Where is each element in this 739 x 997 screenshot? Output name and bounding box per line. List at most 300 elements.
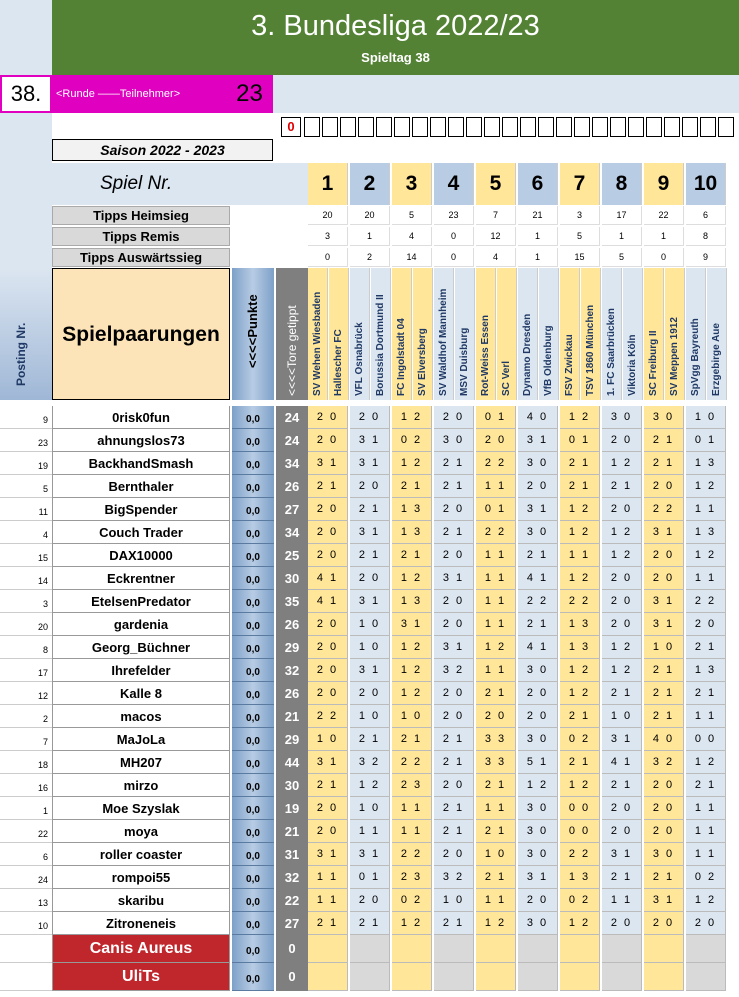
participant-goals: 31 [276,843,308,866]
tip-cell: 2 2 [476,452,516,475]
tip-cell: 0 2 [392,889,432,912]
tip-cell: 2 1 [644,659,684,682]
tip-cell: 1 2 [392,636,432,659]
game-number: 5 [476,163,516,205]
participant-name: Moe Szyslak [52,797,230,820]
team-name: SC Freiburg II [648,330,659,396]
participant-name: BackhandSmash [52,452,230,475]
tip-cell: 3 1 [350,659,390,682]
participant-points: 0,0 [232,498,274,521]
banner [52,0,739,75]
participant-name: Kalle 8 [52,682,230,705]
tips-heimsieg-cell: 21 [518,206,558,225]
tip-cell: 3 1 [350,452,390,475]
tip-cell: 1 2 [560,659,600,682]
posting-header [0,268,52,400]
tip-cell: 2 0 [308,521,348,544]
participant-name: EtelsenPredator [52,590,230,613]
tip-cell: 2 1 [560,475,600,498]
participant-goals: 22 [276,889,308,912]
participant-goals: 21 [276,705,308,728]
tips-auswaerts-cell: 15 [560,248,600,267]
entry-box [502,117,518,137]
participant-goals: 32 [276,659,308,682]
tip-cell: 2 1 [644,866,684,889]
team-name: FC Ingolstadt 04 [396,318,407,396]
tip-cell: 1 1 [476,797,516,820]
table-row [0,682,739,705]
entry-box [628,117,644,137]
special-goals: 0 [276,963,308,991]
tip-cell: 2 0 [350,406,390,429]
table-row [0,659,739,682]
tip-cell: 1 2 [686,475,726,498]
tip-cell: 3 1 [644,613,684,636]
posting-number: 16 [0,774,52,797]
team-name: TSV 1860 München [585,304,596,396]
tip-cell: 1 0 [350,705,390,728]
table-row [0,797,739,820]
runde-label: <Runde ——Teilnehmer> [56,88,181,100]
tip-cell [602,935,642,963]
participant-points: 0,0 [232,682,274,705]
tip-cell: 2 1 [434,475,474,498]
entry-box [322,117,338,137]
tip-cell: 1 2 [392,452,432,475]
tip-cell: 2 1 [686,636,726,659]
game-number: 6 [518,163,558,205]
tip-cell: 2 0 [602,797,642,820]
tip-cell: 3 1 [644,521,684,544]
tips-auswaerts-cell: 0 [644,248,684,267]
tip-cell: 2 2 [560,590,600,613]
table-row [0,820,739,843]
tips-auswaerts-cell: 9 [686,248,726,267]
table-row [0,843,739,866]
tip-cell: 1 1 [476,567,516,590]
tip-cell: 0 2 [560,889,600,912]
tip-cell: 4 1 [518,636,558,659]
tip-cell: 1 0 [602,705,642,728]
table-row [0,613,739,636]
tip-cell: 1 2 [602,521,642,544]
tip-cell: 2 0 [308,682,348,705]
tip-cell: 3 0 [518,843,558,866]
table-row [0,429,739,452]
tip-cell: 3 1 [644,590,684,613]
tips-heimsieg-cell: 3 [560,206,600,225]
tips-heimsieg-cell: 23 [434,206,474,225]
tip-cell: 2 0 [308,659,348,682]
tip-cell: 2 2 [560,843,600,866]
participant-points: 0,0 [232,613,274,636]
season-left-fill [0,113,52,276]
tip-cell: 2 1 [518,613,558,636]
season-title: Saison 2022 - 2023 [52,139,273,161]
tip-cell: 2 1 [392,728,432,751]
participant-name: gardenia [52,613,230,636]
team-name: SV Meppen 1912 [669,317,680,396]
posting-number: 1 [0,797,52,820]
tip-cell: 2 3 [392,866,432,889]
game-number: 7 [560,163,600,205]
tip-cell: 3 2 [350,751,390,774]
special-row [0,935,739,963]
tips-remis-cell: 5 [560,227,600,246]
spielpaarungen-header: Spielpaarungen [52,268,230,400]
tip-cell: 1 1 [560,544,600,567]
tip-cell: 2 0 [518,682,558,705]
tip-cell: 3 1 [434,636,474,659]
tip-cell: 2 2 [686,590,726,613]
tip-cell: 1 2 [392,659,432,682]
team-header [308,268,328,400]
team-header [686,268,706,400]
participant-goals: 30 [276,774,308,797]
tip-cell: 1 3 [560,866,600,889]
tip-cell: 2 1 [350,544,390,567]
tip-cell: 1 3 [560,613,600,636]
spiel-label: Spiel Nr. [52,163,308,205]
tip-cell: 0 1 [560,429,600,452]
tips-heimsieg-cell: 6 [686,206,726,225]
team-header [392,268,412,400]
participant-points: 0,0 [232,636,274,659]
tip-cell: 3 0 [518,728,558,751]
tore-header-label: <<<<Tore getippt [285,305,299,396]
tip-cell: 1 2 [560,912,600,935]
tip-cell: 1 2 [392,567,432,590]
entry-box [718,117,734,137]
tip-cell: 1 1 [308,889,348,912]
tip-cell: 0 2 [686,866,726,889]
participant-points: 0,0 [232,567,274,590]
tip-cell: 1 2 [476,636,516,659]
runde-number: 38. [0,75,52,113]
entry-box [376,117,392,137]
team-header [518,268,538,400]
team-header [497,268,517,400]
tip-cell: 2 1 [392,475,432,498]
tore-header [276,268,308,400]
tip-cell: 2 0 [308,797,348,820]
tip-cell: 2 0 [602,820,642,843]
tip-cell: 0 2 [560,728,600,751]
tip-cell: 1 1 [686,705,726,728]
tip-cell: 1 2 [560,521,600,544]
team-header [329,268,349,400]
tip-cell: 4 1 [308,567,348,590]
tips-remis-cell: 0 [434,227,474,246]
participant-goals: 27 [276,498,308,521]
tip-cell: 1 2 [560,682,600,705]
tip-cell: 3 0 [644,406,684,429]
tip-cell: 2 1 [476,682,516,705]
participant-goals: 21 [276,820,308,843]
participant-points: 0,0 [232,590,274,613]
tip-cell: 1 2 [476,912,516,935]
tip-cell: 1 0 [434,889,474,912]
tip-cell: 1 3 [392,498,432,521]
tip-cell: 2 0 [434,613,474,636]
team-header [602,268,622,400]
tip-cell: 2 0 [434,705,474,728]
tips-remis-cell: 12 [476,227,516,246]
tip-cell: 1 2 [392,406,432,429]
tip-cell: 3 1 [308,751,348,774]
participant-points: 0,0 [232,843,274,866]
tip-cell: 2 1 [308,774,348,797]
tip-cell: 3 1 [392,613,432,636]
participant-points: 0,0 [232,429,274,452]
tip-cell: 2 1 [560,452,600,475]
participant-name: Eckrentner [52,567,230,590]
tip-cell: 3 0 [518,820,558,843]
participant-name: moya [52,820,230,843]
tip-cell: 2 0 [644,912,684,935]
participant-name: MaJoLa [52,728,230,751]
posting-number: 10 [0,912,52,935]
tip-cell: 2 0 [308,544,348,567]
participant-name: rompoi55 [52,866,230,889]
tip-cell: 1 3 [686,521,726,544]
tip-cell: 3 0 [644,843,684,866]
posting-number: 15 [0,544,52,567]
game-number: 2 [350,163,390,205]
tip-cell: 3 3 [476,751,516,774]
table-row [0,728,739,751]
tips-remis-cell: 1 [518,227,558,246]
tip-cell: 3 1 [350,843,390,866]
tip-cell: 2 0 [644,797,684,820]
tip-cell: 2 1 [476,866,516,889]
tip-cell: 3 2 [434,659,474,682]
tip-cell: 0 0 [560,797,600,820]
tip-cell [350,935,390,963]
participant-points: 0,0 [232,521,274,544]
team-header [434,268,454,400]
table-row [0,544,739,567]
game-number: 4 [434,163,474,205]
team-header [413,268,433,400]
tip-cell: 1 1 [686,843,726,866]
tip-cell: 2 1 [602,866,642,889]
tip-cell: 2 3 [392,774,432,797]
participants-table [0,406,739,993]
tip-cell: 1 0 [350,613,390,636]
tip-cell: 3 1 [518,429,558,452]
tip-cell: 2 0 [434,544,474,567]
tip-cell: 3 1 [602,728,642,751]
tip-cell: 1 2 [686,544,726,567]
tip-cell: 2 1 [644,429,684,452]
participant-name: Georg_Büchner [52,636,230,659]
participant-points: 0,0 [232,866,274,889]
tip-cell: 3 1 [644,889,684,912]
team-name: VfB Oldenburg [543,325,554,396]
tips-auswaerts-cell: 14 [392,248,432,267]
tips-auswaerts-cell: 1 [518,248,558,267]
tip-cell: 1 0 [350,636,390,659]
game-number: 8 [602,163,642,205]
tip-cell: 1 3 [686,452,726,475]
participant-name: mirzo [52,774,230,797]
tip-cell: 2 0 [434,590,474,613]
team-header [455,268,475,400]
tip-cell: 1 3 [686,659,726,682]
table-row [0,498,739,521]
tip-cell: 2 0 [602,567,642,590]
tip-cell: 2 1 [560,751,600,774]
participant-goals: 30 [276,567,308,590]
tip-cell: 2 0 [518,475,558,498]
team-header [350,268,370,400]
tip-cell: 1 1 [476,613,516,636]
tip-cell: 2 0 [308,613,348,636]
tip-cell: 2 1 [476,774,516,797]
tip-cell: 1 3 [392,521,432,544]
table-row [0,774,739,797]
tip-cell: 2 1 [434,728,474,751]
tip-cell: 1 0 [476,843,516,866]
tip-cell: 3 1 [350,429,390,452]
participant-name: roller coaster [52,843,230,866]
tip-cell: 1 1 [476,590,516,613]
participant-name: DAX10000 [52,544,230,567]
team-name: Viktoria Köln [627,334,638,396]
special-name: UliTs [52,963,230,991]
team-header [665,268,685,400]
tip-cell: 4 0 [644,728,684,751]
entry-box [556,117,572,137]
team-name: FSV Zwickau [564,334,575,396]
tip-cell: 2 1 [434,820,474,843]
participant-name: macos [52,705,230,728]
tip-cell: 2 0 [518,889,558,912]
table-row [0,889,739,912]
tip-cell: 1 1 [308,866,348,889]
tip-cell [476,935,516,963]
tip-cell: 2 1 [434,797,474,820]
team-name: SpVgg Bayreuth [690,318,701,396]
tips-auswaerts-cell: 0 [308,248,348,267]
tip-cell: 3 0 [518,797,558,820]
participant-goals: 26 [276,682,308,705]
table-row [0,567,739,590]
tip-cell: 2 0 [434,774,474,797]
tip-cell: 1 2 [602,452,642,475]
tip-cell: 3 2 [644,751,684,774]
table-row [0,912,739,935]
team-header [560,268,580,400]
tips-heimsieg-cell: 20 [350,206,390,225]
tips-remis-cell: 4 [392,227,432,246]
entry-box [394,117,410,137]
tip-cell: 2 0 [434,843,474,866]
tip-cell: 2 0 [602,590,642,613]
tip-cell [434,963,474,991]
tip-cell: 3 1 [308,452,348,475]
participant-points: 0,0 [232,820,274,843]
tip-cell: 2 0 [350,682,390,705]
team-name: SV Elversberg [417,328,428,396]
tip-cell: 2 2 [392,843,432,866]
tip-cell: 1 1 [476,544,516,567]
tip-cell: 1 0 [644,636,684,659]
posting-number: 8 [0,636,52,659]
tip-cell: 1 1 [476,659,516,682]
participant-goals: 19 [276,797,308,820]
tip-cell: 1 1 [392,797,432,820]
tip-cell: 4 1 [602,751,642,774]
tip-cell: 2 1 [308,475,348,498]
tip-cell [434,935,474,963]
tip-cell: 1 2 [560,567,600,590]
tip-cell: 1 2 [560,406,600,429]
tip-cell: 3 0 [434,429,474,452]
tip-cell: 0 0 [686,728,726,751]
entry-box [700,117,716,137]
tips-auswaerts-cell: 4 [476,248,516,267]
participant-goals: 24 [276,429,308,452]
team-header [707,268,727,400]
tip-cell [560,935,600,963]
posting-number: 4 [0,521,52,544]
entry-box [610,117,626,137]
tip-cell [560,963,600,991]
tip-cell: 1 1 [392,820,432,843]
tip-cell: 1 1 [602,889,642,912]
posting-number [0,963,52,991]
tip-cell [350,963,390,991]
entry-box [646,117,662,137]
participant-points: 0,0 [232,912,274,935]
tips-auswaerts-cell: 2 [350,248,390,267]
tip-cell: 3 2 [434,866,474,889]
tip-cell [308,963,348,991]
tip-cell: 2 0 [434,498,474,521]
tip-cell: 1 1 [686,567,726,590]
tips-heimsieg-cell: 5 [392,206,432,225]
tip-cell: 2 0 [434,682,474,705]
tip-cell: 1 2 [602,544,642,567]
tip-cell: 0 1 [350,866,390,889]
tip-cell: 2 1 [434,452,474,475]
tip-cell: 2 1 [644,452,684,475]
entry-box [484,117,500,137]
team-name: Hallescher FC [333,329,344,396]
participant-name: Couch Trader [52,521,230,544]
tip-cell [476,963,516,991]
participant-goals: 34 [276,452,308,475]
table-row [0,751,739,774]
tips-remis-cell: 3 [308,227,348,246]
participant-goals: 32 [276,866,308,889]
tip-cell: 1 2 [518,774,558,797]
tip-cell: 2 1 [308,912,348,935]
tip-cell: 1 0 [392,705,432,728]
tip-cell: 2 0 [350,889,390,912]
tip-cell: 2 0 [308,636,348,659]
game-number: 9 [644,163,684,205]
posting-number: 6 [0,843,52,866]
tips-auswaerts-cell: 5 [602,248,642,267]
table-row [0,475,739,498]
tip-cell: 2 2 [392,751,432,774]
tip-cell: 1 2 [392,682,432,705]
team-name: 1. FC Saarbrücken [606,308,617,396]
tip-cell: 2 1 [560,705,600,728]
